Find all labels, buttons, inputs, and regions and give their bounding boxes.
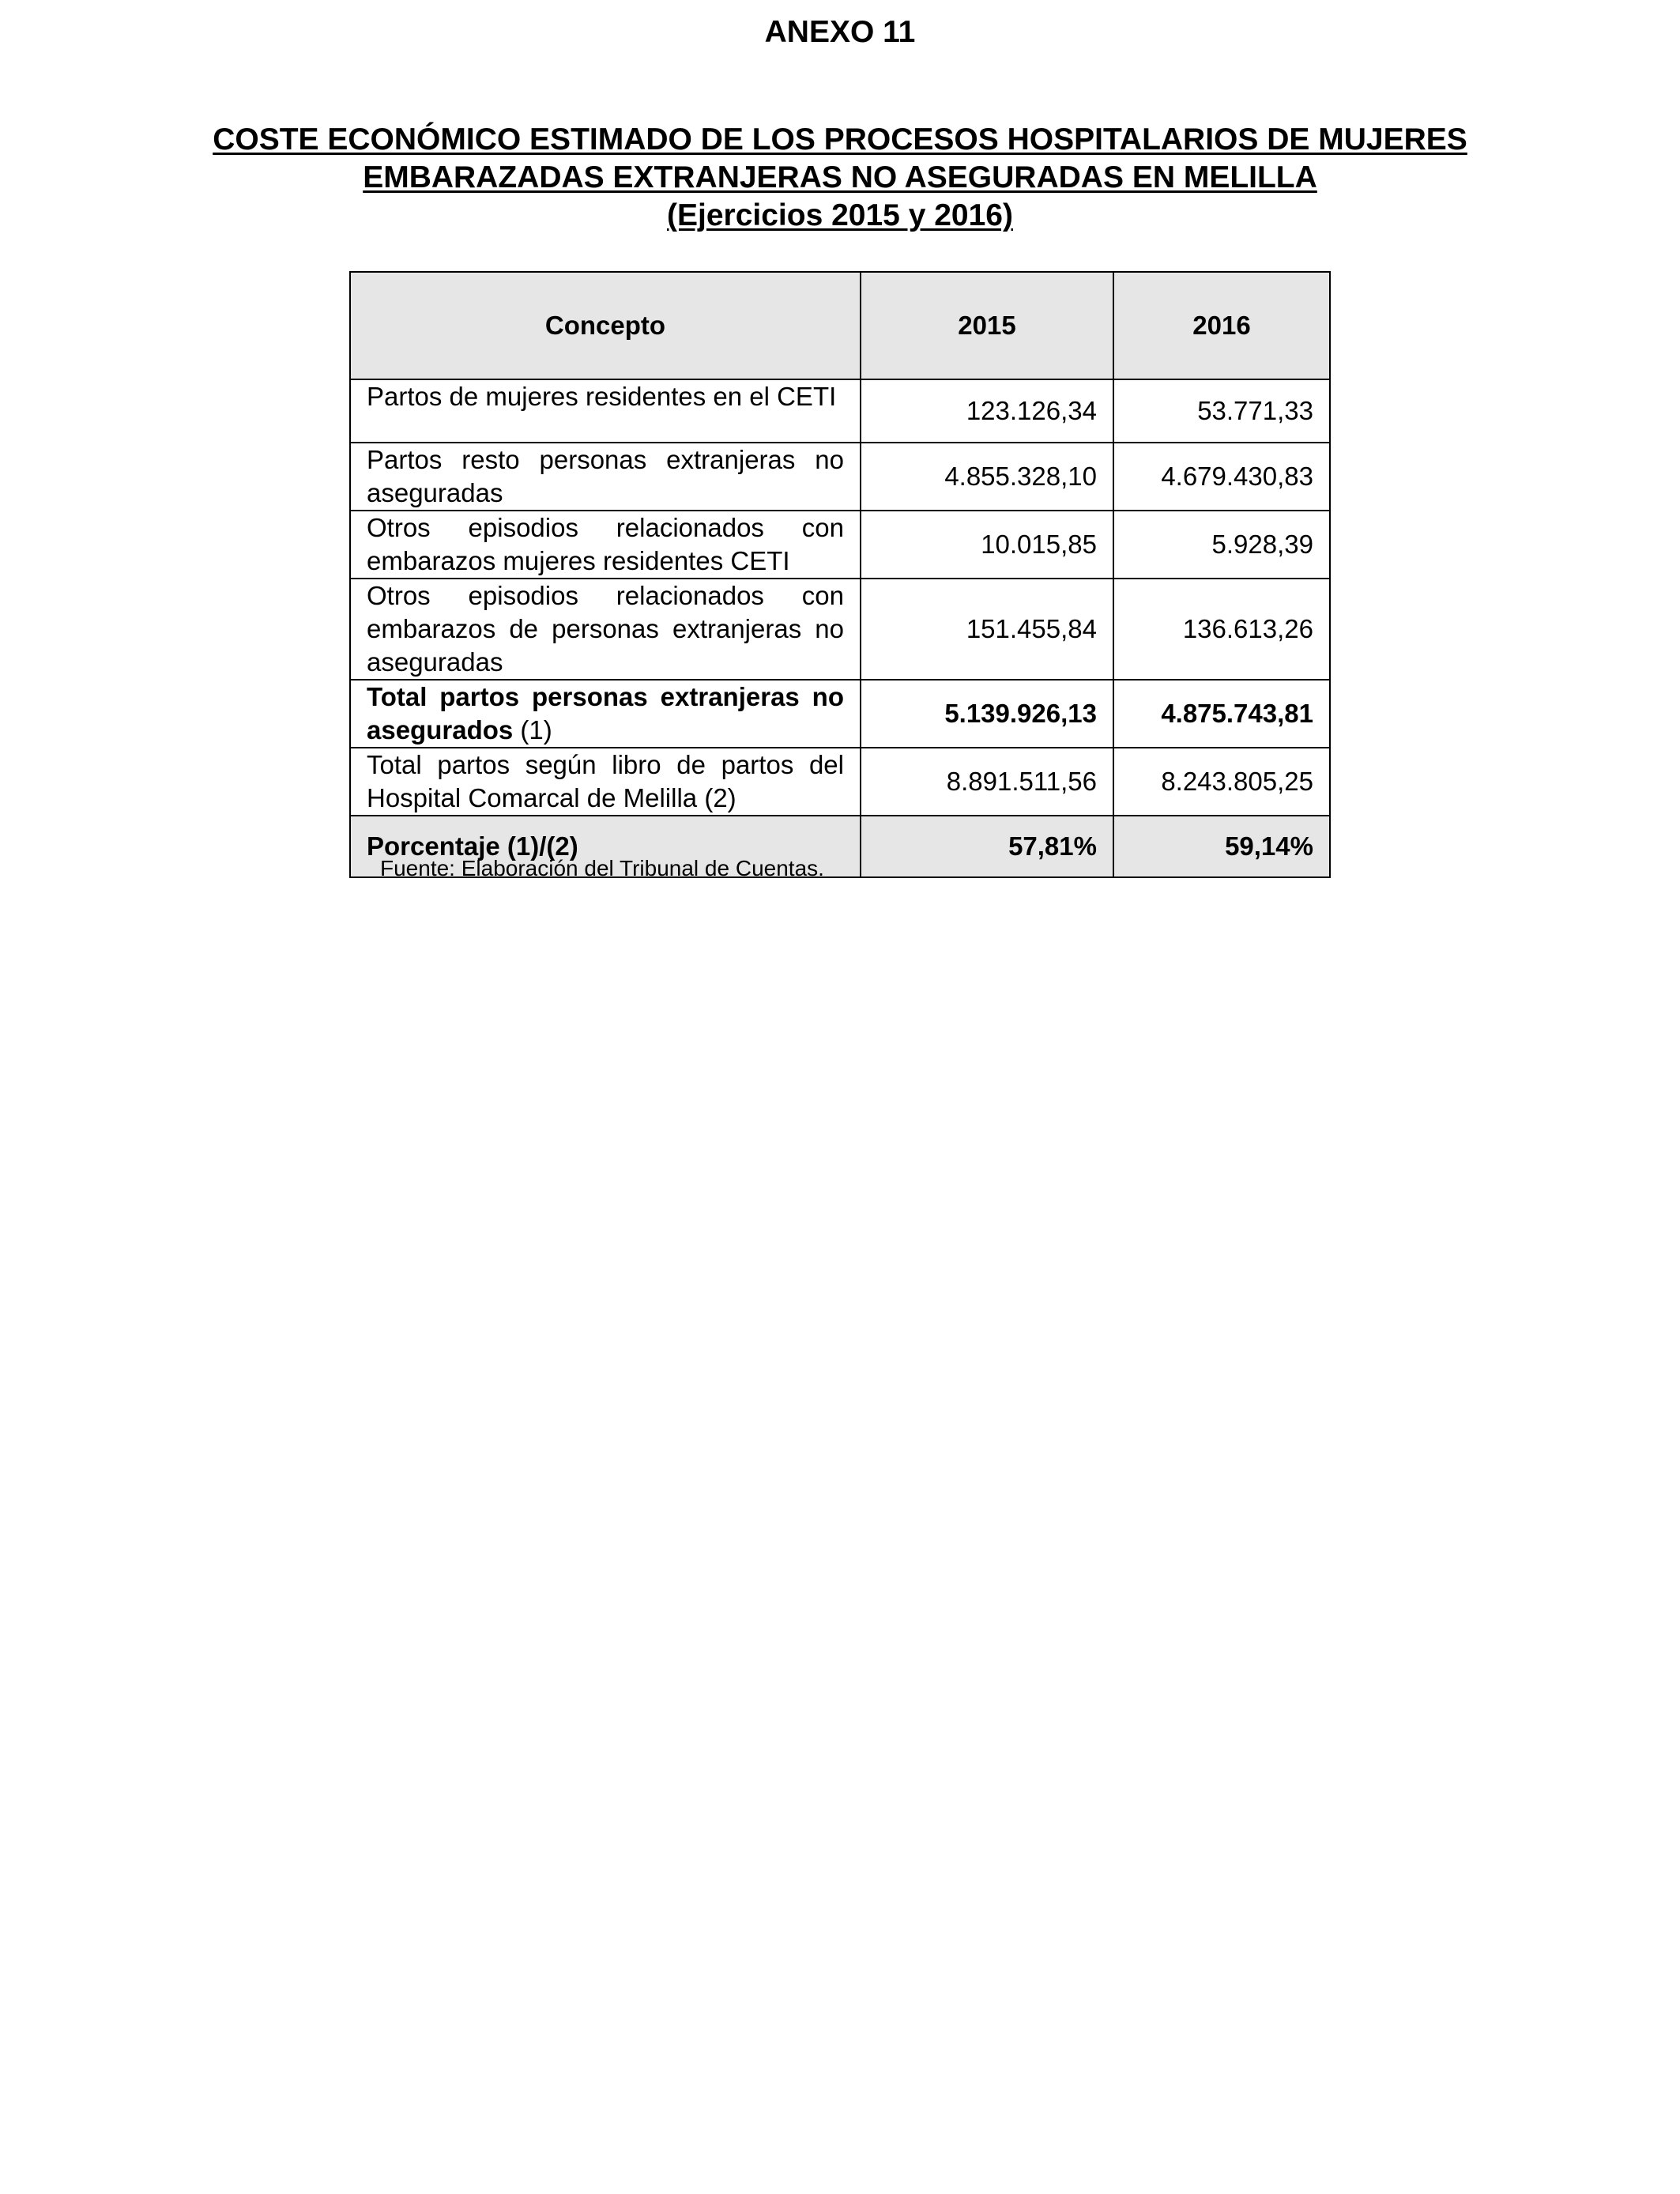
table-header-row <box>350 272 1330 379</box>
row-concept: Partos de mujeres residentes en el CETI <box>350 379 861 443</box>
row-value-2015: 4.855.328,10 <box>861 443 1113 511</box>
row-value-2016: 5.928,39 <box>1113 511 1330 579</box>
row-concept: Otros episodios relacionados con embarazos mujeres residentes CETI <box>350 511 861 579</box>
row-value-2016: 59,14% <box>1113 816 1330 877</box>
row-value-2015: 5.139.926,13 <box>861 680 1113 748</box>
title-line-2: EMBARAZADAS EXTRANJERAS NO ASEGURADAS EN MELILLA <box>363 160 1317 194</box>
annex-heading: ANEXO 11 <box>764 15 916 49</box>
header-2016: 2016 <box>1113 272 1330 379</box>
cost-table <box>349 271 1331 878</box>
row-concept: Partos resto personas extranjeras no aseguradas <box>350 443 861 511</box>
row-value-2016: 4.875.743,81 <box>1113 680 1330 748</box>
row-concept <box>350 680 861 748</box>
row-value-2016: 4.679.430,83 <box>1113 443 1330 511</box>
title-line-3: (Ejercicios 2015 y 2016) <box>667 198 1013 232</box>
total-row <box>350 680 1330 748</box>
row-value-2016: 8.243.805,25 <box>1113 748 1330 816</box>
row-value-2015: 57,81% <box>861 816 1113 877</box>
row-value-2015: 151.455,84 <box>861 579 1113 680</box>
source-note: Fuente: Elaboración del Tribunal de Cuentas. <box>380 856 824 880</box>
document-title <box>0 121 1680 235</box>
row-concept: Porcentaje (1)/(2) <box>350 816 861 877</box>
table-row <box>350 748 1330 816</box>
header-2015: 2015 <box>861 272 1113 379</box>
row-value-2015: 123.126,34 <box>861 379 1113 443</box>
row-value-2015: 8.891.511,56 <box>861 748 1113 816</box>
total-concept-bold: Total partos personas extranjeras no asegurados <box>367 682 844 745</box>
table-row <box>350 379 1330 443</box>
row-value-2016: 136.613,26 <box>1113 579 1330 680</box>
row-concept: Otros episodios relacionados con embarazos de personas extranjeras no aseguradas <box>350 579 861 680</box>
total-concept-suffix: (1) <box>513 715 552 745</box>
table-row <box>350 511 1330 579</box>
row-value-2016: 53.771,33 <box>1113 379 1330 443</box>
table-row <box>350 443 1330 511</box>
header-concepto: Concepto <box>350 272 861 379</box>
table-row <box>350 579 1330 680</box>
row-value-2015: 10.015,85 <box>861 511 1113 579</box>
row-concept: Total partos según libro de partos del Hospital Comarcal de Melilla (2) <box>350 748 861 816</box>
title-line-1: COSTE ECONÓMICO ESTIMADO DE LOS PROCESOS HOSPITALARIOS DE MUJERES <box>213 123 1467 156</box>
